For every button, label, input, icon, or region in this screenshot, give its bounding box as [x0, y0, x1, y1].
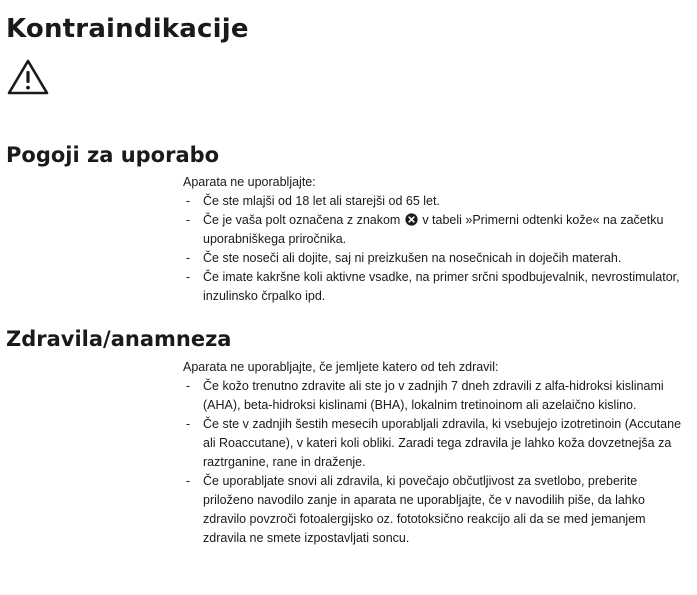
- list-item: [183, 211, 683, 249]
- circle-x-icon: [405, 213, 418, 226]
- list-item: - Če uporabljate snovi ali zdravila, ki povečajo občutljivost za svetlobo, preberite priloženo navodilo zanje in aparata ne uporabljajte, če v navodilih piše, da lahko zdravilo povzroči fotoalergijsko oz. fototoksično reakcijo ali da se med jemanjem zdravila ne smete izpostavljati soncu.: [183, 472, 683, 548]
- section-heading-conditions: Pogoji za uporabo: [6, 143, 220, 167]
- warning-triangle-icon: [6, 58, 50, 96]
- list-item: - Če ste v zadnjih šestih mesecih uporabljali zdravila, ki vsebujejo izotretinoin (Accutane ali Roaccutane), v kateri koli obliki. Zaradi tega zdravila je lahko koža dovzetnejša za raztrganine, rane in draženje.: [183, 415, 683, 472]
- list-item: - Če kožo trenutno zdravite ali ste jo v zadnjih 7 dneh zdravili z alfa-hidroksi kislinami (AHA), beta-hidroksi kislinami (BHA), lokalnim tretinoinom ali azelaično kislino.: [183, 377, 683, 415]
- list-item-text-before: Če je vaša polt označena z znakom: [203, 213, 401, 227]
- section-heading-medications: Zdravila/anamneza: [6, 327, 232, 351]
- page-title: Kontraindikacije: [6, 14, 249, 44]
- medications-block: [183, 358, 683, 548]
- list-item-text-after: v tabeli »Primerni odtenki kože« na začetku uporabniškega priročnika.: [203, 213, 664, 246]
- conditions-intro: Aparata ne uporabljajte:: [183, 175, 316, 189]
- list-item: - Če ste noseči ali dojite, saj ni preizkušen na nosečnicah in doječih materah.: [183, 249, 683, 268]
- list-item: - Če imate kakršne koli aktivne vsadke, na primer srčni spodbujevalnik, nevrostimulator, inzulinsko črpalko ipd.: [183, 268, 683, 306]
- medications-list: [183, 377, 683, 548]
- list-item: - Če ste mlajši od 18 let ali starejši od 65 let.: [183, 192, 683, 211]
- conditions-block: [183, 173, 683, 306]
- conditions-list: [183, 192, 683, 306]
- medications-intro: Aparata ne uporabljajte, če jemljete katero od teh zdravil:: [183, 360, 499, 374]
